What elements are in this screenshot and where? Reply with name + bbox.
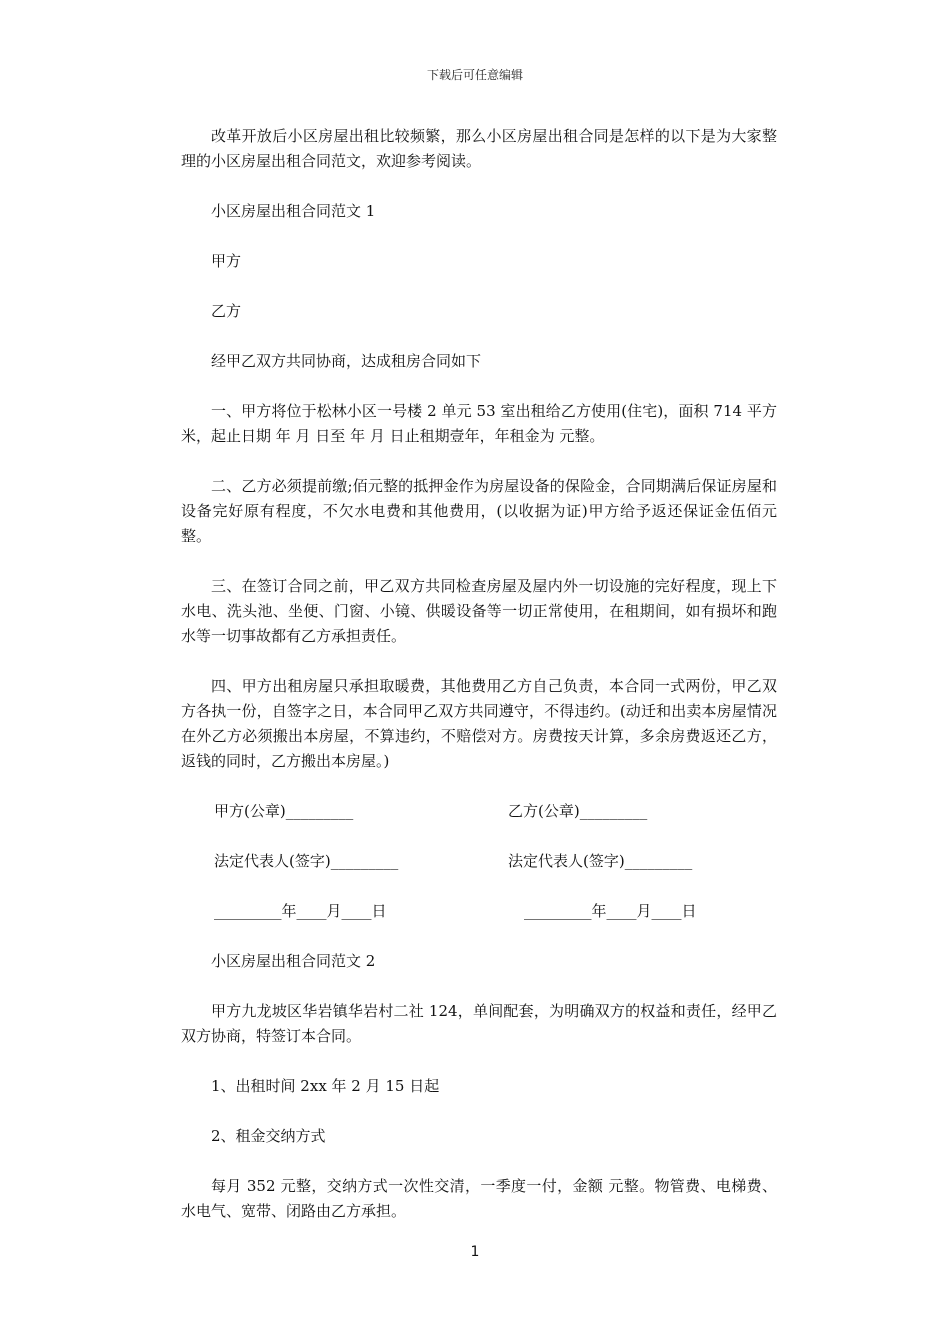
party-a-label: 甲方 <box>211 252 242 270</box>
contract2-item-1: 1、出租时间 2xx 年 2 月 15 日起 <box>211 1077 440 1095</box>
intro-paragraph: 改革开放后小区房屋出租比较频繁，那么小区房屋出租合同是怎样的以下是为大家整理的小区房屋出租合同范文，欢迎参考阅读。 <box>181 127 777 170</box>
party-a-representative: 法定代表人(签字)_________ <box>214 852 399 870</box>
clause-3: 三、在签订合同之前，甲乙双方共同检查房屋及屋内外一切设施的完好程度，现上下水电、洗头池、坐便、门窗、小镜、供暖设备等一切正常使用，在租期间，如有损坏和跑水等一切事故都有乙方承担责任。 <box>181 577 777 645</box>
contract2-intro: 甲方九龙坡区华岩镇华岩村二社 124，单间配套，为明确双方的权益和责任，经甲乙双方协商，特签订本合同。 <box>181 1002 777 1045</box>
contract2-item-2: 2、租金交纳方式 <box>211 1127 326 1145</box>
clause-4: 四、甲方出租房屋只承担取暖费，其他费用乙方自己负责，本合同一式两份，甲乙双方各执一份，自签字之日，本合同甲乙双方共同遵守，不得违约。(动迁和出卖本房屋情况在外乙方必须搬出本房屋，不算违约，不赔偿对方。房费按天计算，多余房费返还乙方，返钱的同时，乙方搬出本房屋。) <box>181 677 777 770</box>
party-a-date: _________年____月____日 <box>214 902 387 920</box>
party-b-representative: 法定代表人(签字)_________ <box>508 852 693 870</box>
section-title-2: 小区房屋出租合同范文 2 <box>211 952 376 970</box>
date-row <box>181 899 777 924</box>
contract2-rent-terms: 每月 352 元整，交纳方式一次性交清，一季度一付，金额 元整。物管费、电梯费、水电气、宽带、闭路由乙方承担。 <box>181 1177 777 1220</box>
representative-row <box>181 849 777 874</box>
party-b-date: _________年____月____日 <box>524 902 697 920</box>
agreement-intro: 经甲乙双方共同协商，达成租房合同如下 <box>211 352 482 370</box>
document-body <box>181 124 777 1249</box>
clause-2: 二、乙方必须提前缴;佰元整的抵押金作为房屋设备的保险金，合同期满后保证房屋和设备完好原有程度，不欠水电费和其他费用，(以收据为证)甲方给予返还保证金伍佰元整。 <box>181 477 777 545</box>
seal-row <box>181 799 777 824</box>
party-a-seal: 甲方(公章)_________ <box>214 802 354 820</box>
clause-1: 一、甲方将位于松林小区一号楼 2 单元 53 室出租给乙方使用(住宅)，面积 714 平方米，起止日期 年 月 日至 年 月 日止租期壹年，年租金为 元整。 <box>181 402 777 445</box>
page-number: 1 <box>470 1244 480 1260</box>
party-b-label: 乙方 <box>211 302 242 320</box>
party-b-seal: 乙方(公章)_________ <box>508 802 648 820</box>
section-title-1: 小区房屋出租合同范文 1 <box>211 202 376 220</box>
page-header: 下载后可任意编辑 <box>426 68 523 82</box>
